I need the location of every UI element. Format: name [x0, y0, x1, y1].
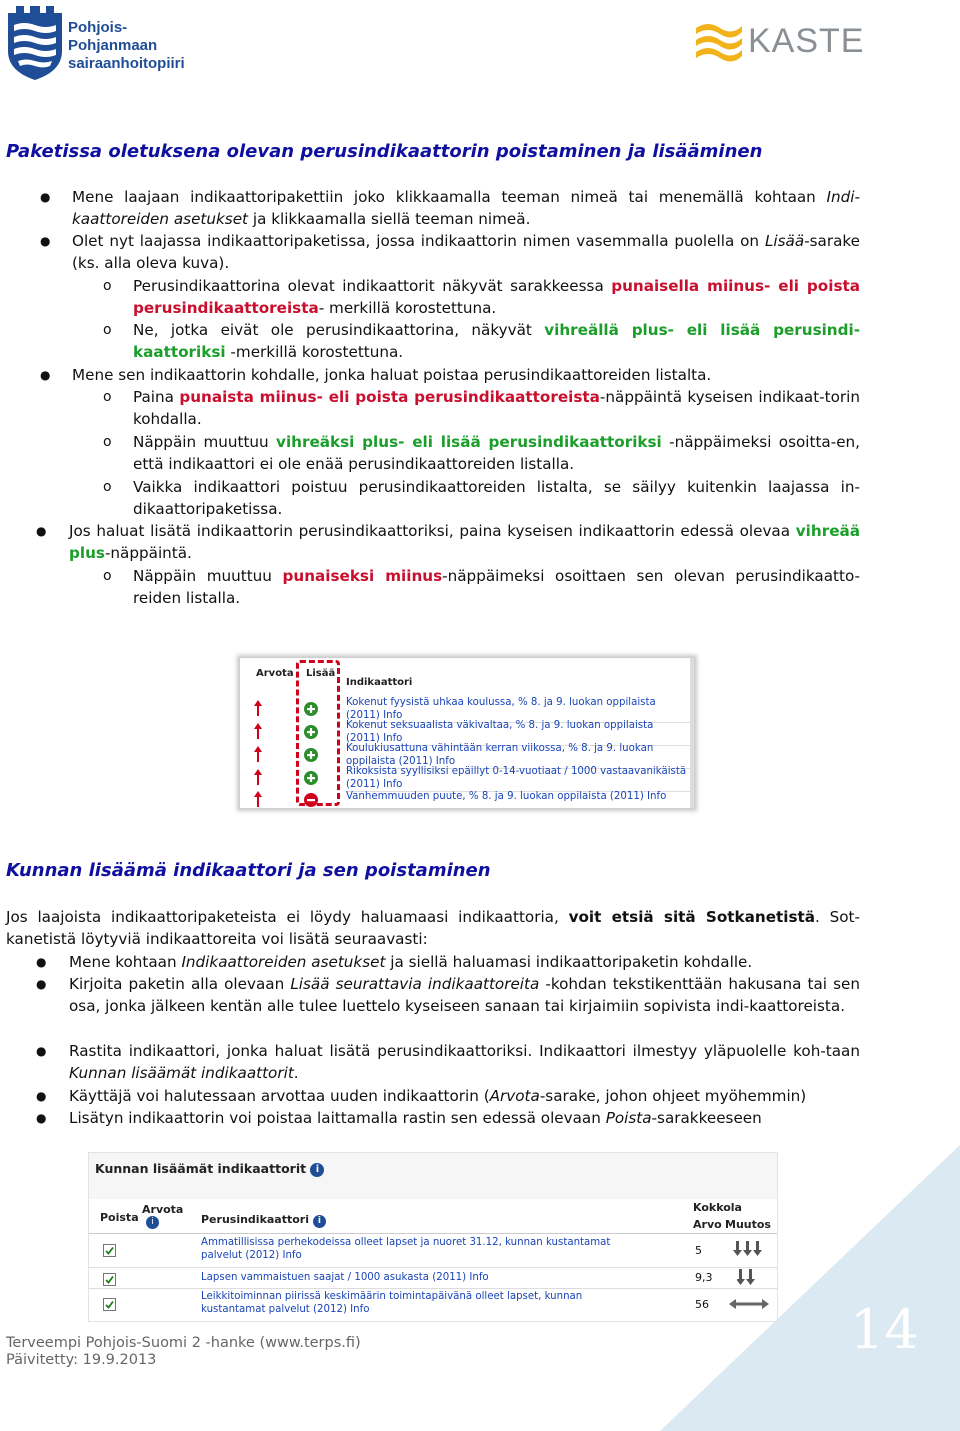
indicator-link[interactable]: Kokenut fyysistä uhkaa koulussa, % 8. ja 9. luokan oppilaista (2011) Info [346, 696, 690, 723]
indicator-link[interactable]: Rikoksista syyllisiksi epäillyt 0-14-vuotiaat / 1000 vastaavanikäistä (2011) Info [346, 765, 690, 792]
plus-button[interactable] [304, 724, 318, 743]
remove-checkbox[interactable] [103, 1273, 116, 1286]
indicator-link[interactable]: Ammatillisissa perhekodeissa olleet lapset ja nuoret 31.12, kunnan kustantamat palvelut (2012) Info [201, 1237, 611, 1261]
kaste-waves-icon [694, 18, 744, 68]
list-item: Näppäin muuttuu vihreäksi plus- eli lisää perusindikaattoriksi -näppäimeksi osoitta-en, että indikaattori ei ole enää perusindikaattoreiden listalla. [133, 433, 860, 474]
logo-left-line2: sairaanhoitopiiri [68, 55, 185, 72]
table-row [240, 720, 690, 743]
arrow-up-icon[interactable] [254, 791, 262, 811]
indicator-value: 5 [695, 1244, 702, 1257]
section1-title: Paketissa oletuksena olevan perusindikaattorin poistaminen ja lisääminen [6, 141, 763, 162]
logo-right-text: KASTE [748, 22, 865, 60]
col-indikaattori-header: Indikaattori [346, 677, 413, 688]
indicator-link[interactable]: Kokenut seksuaalista väkivaltaa, % 8. ja 9. luokan oppilaista (2011) Info [346, 719, 690, 746]
table-row [240, 697, 690, 720]
list-item: Mene laajaan indikaattoripakettiin joko klikkaamalla teeman nimeä tai menemällä kohtaan Indi-kaattoreiden asetukset ja klikkaamalla siellä teeman nimeä. [72, 188, 860, 229]
list-item: Näppäin muuttuu punaiseksi miinus-näppäimeksi osoittaen sen olevan perusindikaatto-reiden listalla. [133, 567, 860, 608]
col-arvota-header: Arvota [142, 1203, 184, 1216]
down-arrows-icon [733, 1241, 763, 1257]
indicator-link[interactable]: Leikkitoiminnan piirissä keskimäärin toimintapäivänä olleet lapset, kunnan kustantamat palvelut (2012) Info [201, 1291, 583, 1315]
arrow-up-icon[interactable] [254, 723, 262, 743]
plus-button[interactable] [304, 770, 318, 789]
pps-logo [6, 3, 206, 83]
arrow-up-icon[interactable] [254, 700, 262, 720]
col-arvo-header: Arvo [693, 1218, 722, 1231]
table-row [89, 1289, 777, 1321]
screenshot2-title: Kunnan lisäämät indikaattorit [95, 1161, 307, 1176]
col-muutos-header: Muutos [725, 1218, 771, 1231]
list-item: Ne, jotka eivät ole perusindikaattorina, näkyvät vihreällä plus- eli lisää perusindi-kaattoriksi -merkillä korostettuna. [133, 321, 861, 362]
plus-button[interactable] [304, 747, 318, 766]
col-arvota-header: Arvota [256, 668, 294, 679]
info-icon[interactable]: i [146, 1216, 159, 1229]
indicator-link[interactable]: Koulukiusattuna vähintään kerran viikossa, % 8. ja 9. luokan oppilaista (2011) Info [346, 742, 690, 769]
col-lisaa-header: Lisää [306, 668, 336, 679]
remove-checkbox[interactable] [103, 1244, 116, 1257]
list-item: Perusindikaattorina olevat indikaattorit näkyvät sarakkeessa punaisella miinus- eli poista perusindikaattoreista- merkillä korostettuna. [133, 277, 860, 318]
coat-of-arms-icon [6, 3, 64, 81]
indicator-link[interactable]: Vanhemmuuden puute, % 8. ja 9. luokan oppilaista (2011) Info [346, 791, 667, 802]
remove-checkbox[interactable] [103, 1298, 116, 1311]
info-icon[interactable]: i [310, 1163, 324, 1177]
list-item: Mene kohtaan Indikaattoreiden asetukset ja siellä haluamasi indikaattoripaketin kohdalle. [69, 953, 753, 971]
col-perusindikaattori-header: Perusindikaattori i [201, 1213, 326, 1228]
arrow-up-icon[interactable] [254, 746, 262, 766]
table-row [240, 743, 690, 766]
down-arrows-icon [737, 1269, 757, 1287]
section2-title: Kunnan lisäämä indikaattori ja sen poistaminen [6, 860, 491, 881]
page-number: 14 [850, 1298, 919, 1361]
list-item: Rastita indikaattori, jonka haluat lisätä perusindikaattoriksi. Indikaattori ilmestyy yläpuolelle koh-taan Kunnan lisäämät indikaattorit. [69, 1042, 860, 1083]
list-item: Lisätyn indikaattorin voi poistaa laittamalla rastin sen edessä olevaan Poista-sarakkeeseen [69, 1109, 762, 1127]
info-icon[interactable]: i [313, 1215, 326, 1228]
table-row [240, 766, 690, 789]
col-kokkola-header: Kokkola [693, 1201, 742, 1214]
list-item: Mene sen indikaattorin kohdalle, jonka haluat poistaa perusindikaattoreiden listalta. [72, 366, 712, 384]
minus-button[interactable] [304, 792, 318, 811]
list-item: Vaikka indikaattori poistuu perusindikaattoreiden listalta, se säilyy kuitenkin laajassa in-dikaattoripaketissa. [133, 478, 860, 519]
footer-project: Terveempi Pohjois-Suomi 2 -hanke (www.terps.fi) [6, 1335, 361, 1351]
plus-button[interactable] [304, 701, 318, 720]
list-item: Kirjoita paketin alla olevaan Lisää seurattavia indikaattoreita -kohdan tekstikenttään hakusana tai sen osa, jonka jälkeen kentän alle tulee luettelo kyseiseen sanaan tai kirjaimiin sopivista indi-kaattoreista. [69, 975, 860, 1016]
screenshot2-title-row [95, 1161, 324, 1177]
list-item: Jos haluat lisätä indikaattorin perusindikaattoriksi, paina kyseisen indikaattorin edessä olevaa vihreää plus-näppäintä. [69, 522, 860, 563]
table-row [89, 1235, 777, 1267]
indicator-value: 56 [695, 1298, 709, 1311]
kaste-logo [694, 18, 864, 78]
list-item: Käyttäjä voi halutessaan arvottaa uuden indikaattorin (Arvota-sarake, johon ohjeet myöhemmin) [69, 1087, 807, 1105]
footer-updated: Päivitetty: 19.9.2013 [6, 1352, 157, 1368]
section2-intro: Jos laajoista indikaattoripaketeista ei löydy haluamaasi indikaattoria, voit etsiä sitä Sotkanetistä. Sot-kanetistä löytyviä indikaattoreita voi lisätä seuraavasti: [6, 908, 860, 949]
table-row [240, 789, 690, 809]
arrow-up-icon[interactable] [254, 769, 262, 789]
left-right-arrow-icon [729, 1298, 769, 1310]
list-item: Paina punaista miinus- eli poista perusindikaattoreista-näppäintä kyseisen indikaat-torin kohdalla. [133, 388, 861, 429]
indicator-package-screenshot [240, 658, 694, 808]
indicator-value: 9,3 [695, 1271, 713, 1284]
added-indicators-screenshot [88, 1152, 778, 1322]
list-item: Olet nyt laajassa indikaattoripaketissa, jossa indikaattorin nimen vasemmalla puolella on Lisää-sarake (ks. alla oleva kuva). [72, 232, 860, 273]
col-poista-header: Poista [100, 1211, 139, 1224]
logo-left-line1: Pohjois-Pohjanmaan [68, 19, 158, 54]
table-row [89, 1269, 777, 1289]
indicator-link[interactable]: Lapsen vammaistuen saajat / 1000 asukasta (2011) Info [201, 1272, 489, 1283]
